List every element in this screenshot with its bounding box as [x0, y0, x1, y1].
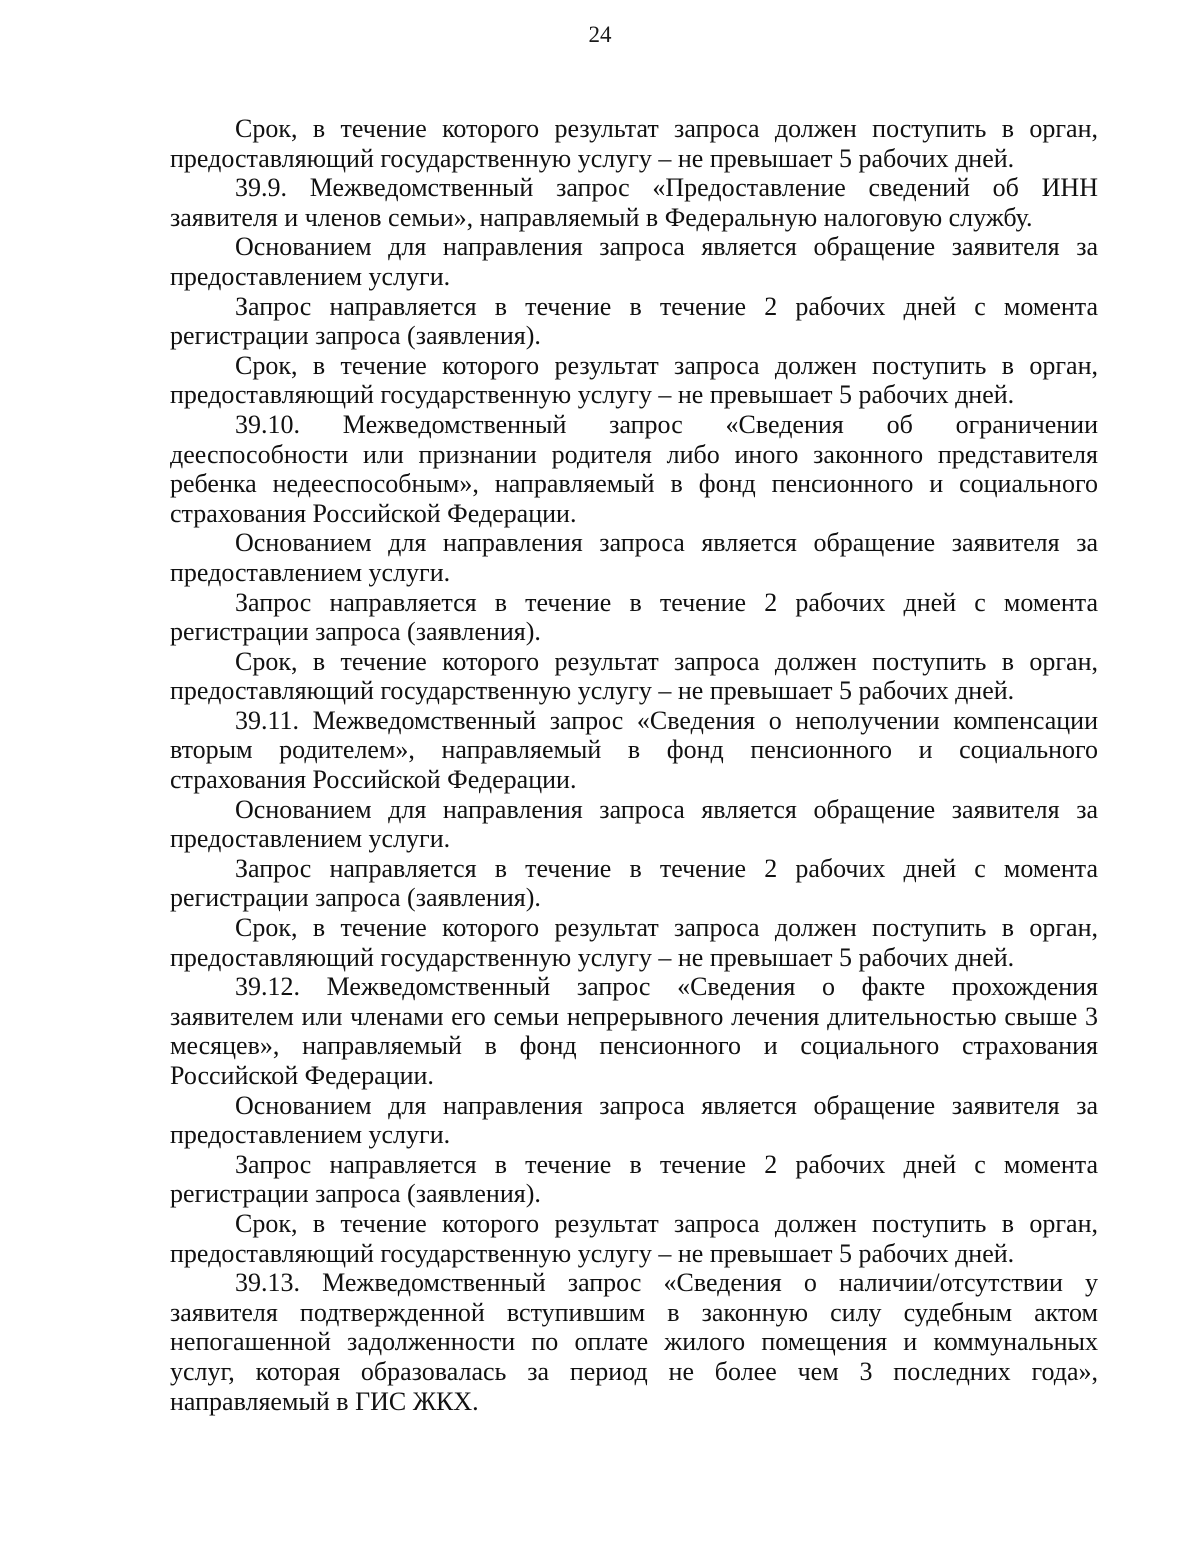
paragraph: Основанием для направления запроса является обращение заявителя за предоставлением услуги.: [170, 528, 1098, 587]
paragraph: Основанием для направления запроса является обращение заявителя за предоставлением услуги.: [170, 1090, 1098, 1150]
page-number: 24: [588, 22, 612, 47]
paragraph: 39.9. Межведомственный запрос «Предоставление сведений об ИНН заявителя и членов семьи», направляемый в Федеральную налоговую службу.: [170, 173, 1098, 232]
paragraph: Запрос направляется в течение в течение 2 рабочих дней с момента регистрации запроса (заявления).: [170, 853, 1098, 913]
paragraph: 39.12. Межведомственный запрос «Сведения о факте прохождения заявителем или членами его семьи непрерывного лечения длительностью свыше 3 месяцев», направляемый в фонд пенсионного и социального страхования Российской Федерации.: [170, 972, 1098, 1090]
paragraph: 39.13. Межведомственный запрос «Сведения о наличии/отсутствии у заявителя подтвержденной вступившим в законную силу судебным актом непогашенной задолженности по оплате жилого помещения и коммунальных услуг, которая образовалась за период не более чем 3 последних года», направляемый в ГИС ЖКХ.: [170, 1268, 1098, 1416]
paragraph: Срок, в течение которого результат запроса должен поступить в орган, предоставляющий государственную услугу – не превышает 5 рабочих дней.: [170, 646, 1098, 706]
paragraph: Основанием для направления запроса является обращение заявителя за предоставлением услуги.: [170, 794, 1098, 854]
paragraph: Основанием для направления запроса является обращение заявителя за предоставлением услуги.: [170, 232, 1098, 291]
paragraph: Срок, в течение которого результат запроса должен поступить в орган, предоставляющий государственную услугу – не превышает 5 рабочих дней.: [170, 114, 1098, 173]
paragraph: 39.10. Межведомственный запрос «Сведения об ограничении дееспособности или признании родителя либо иного законного представителя ребенка недееспособным», направляемый в фонд пенсионного и социального страхования Российской Федерации.: [170, 409, 1098, 528]
document-body: [170, 114, 1098, 1416]
paragraph: Срок, в течение которого результат запроса должен поступить в орган, предоставляющий государственную услугу – не превышает 5 рабочих дней.: [170, 1208, 1098, 1268]
paragraph: Запрос направляется в течение в течение 2 рабочих дней с момента регистрации запроса (заявления).: [170, 291, 1098, 351]
paragraph: Срок, в течение которого результат запроса должен поступить в орган, предоставляющий государственную услугу – не превышает 5 рабочих дней.: [170, 913, 1098, 972]
paragraph: Запрос направляется в течение в течение 2 рабочих дней с момента регистрации запроса (заявления).: [170, 1149, 1098, 1209]
paragraph: 39.11. Межведомственный запрос «Сведения о неполучении компенсации вторым родителем», направляемый в фонд пенсионного и социального страхования Российской Федерации.: [170, 705, 1098, 795]
paragraph: Запрос направляется в течение в течение 2 рабочих дней с момента регистрации запроса (заявления).: [170, 587, 1098, 647]
paragraph: Срок, в течение которого результат запроса должен поступить в орган, предоставляющий государственную услугу – не превышает 5 рабочих дней.: [170, 350, 1098, 410]
